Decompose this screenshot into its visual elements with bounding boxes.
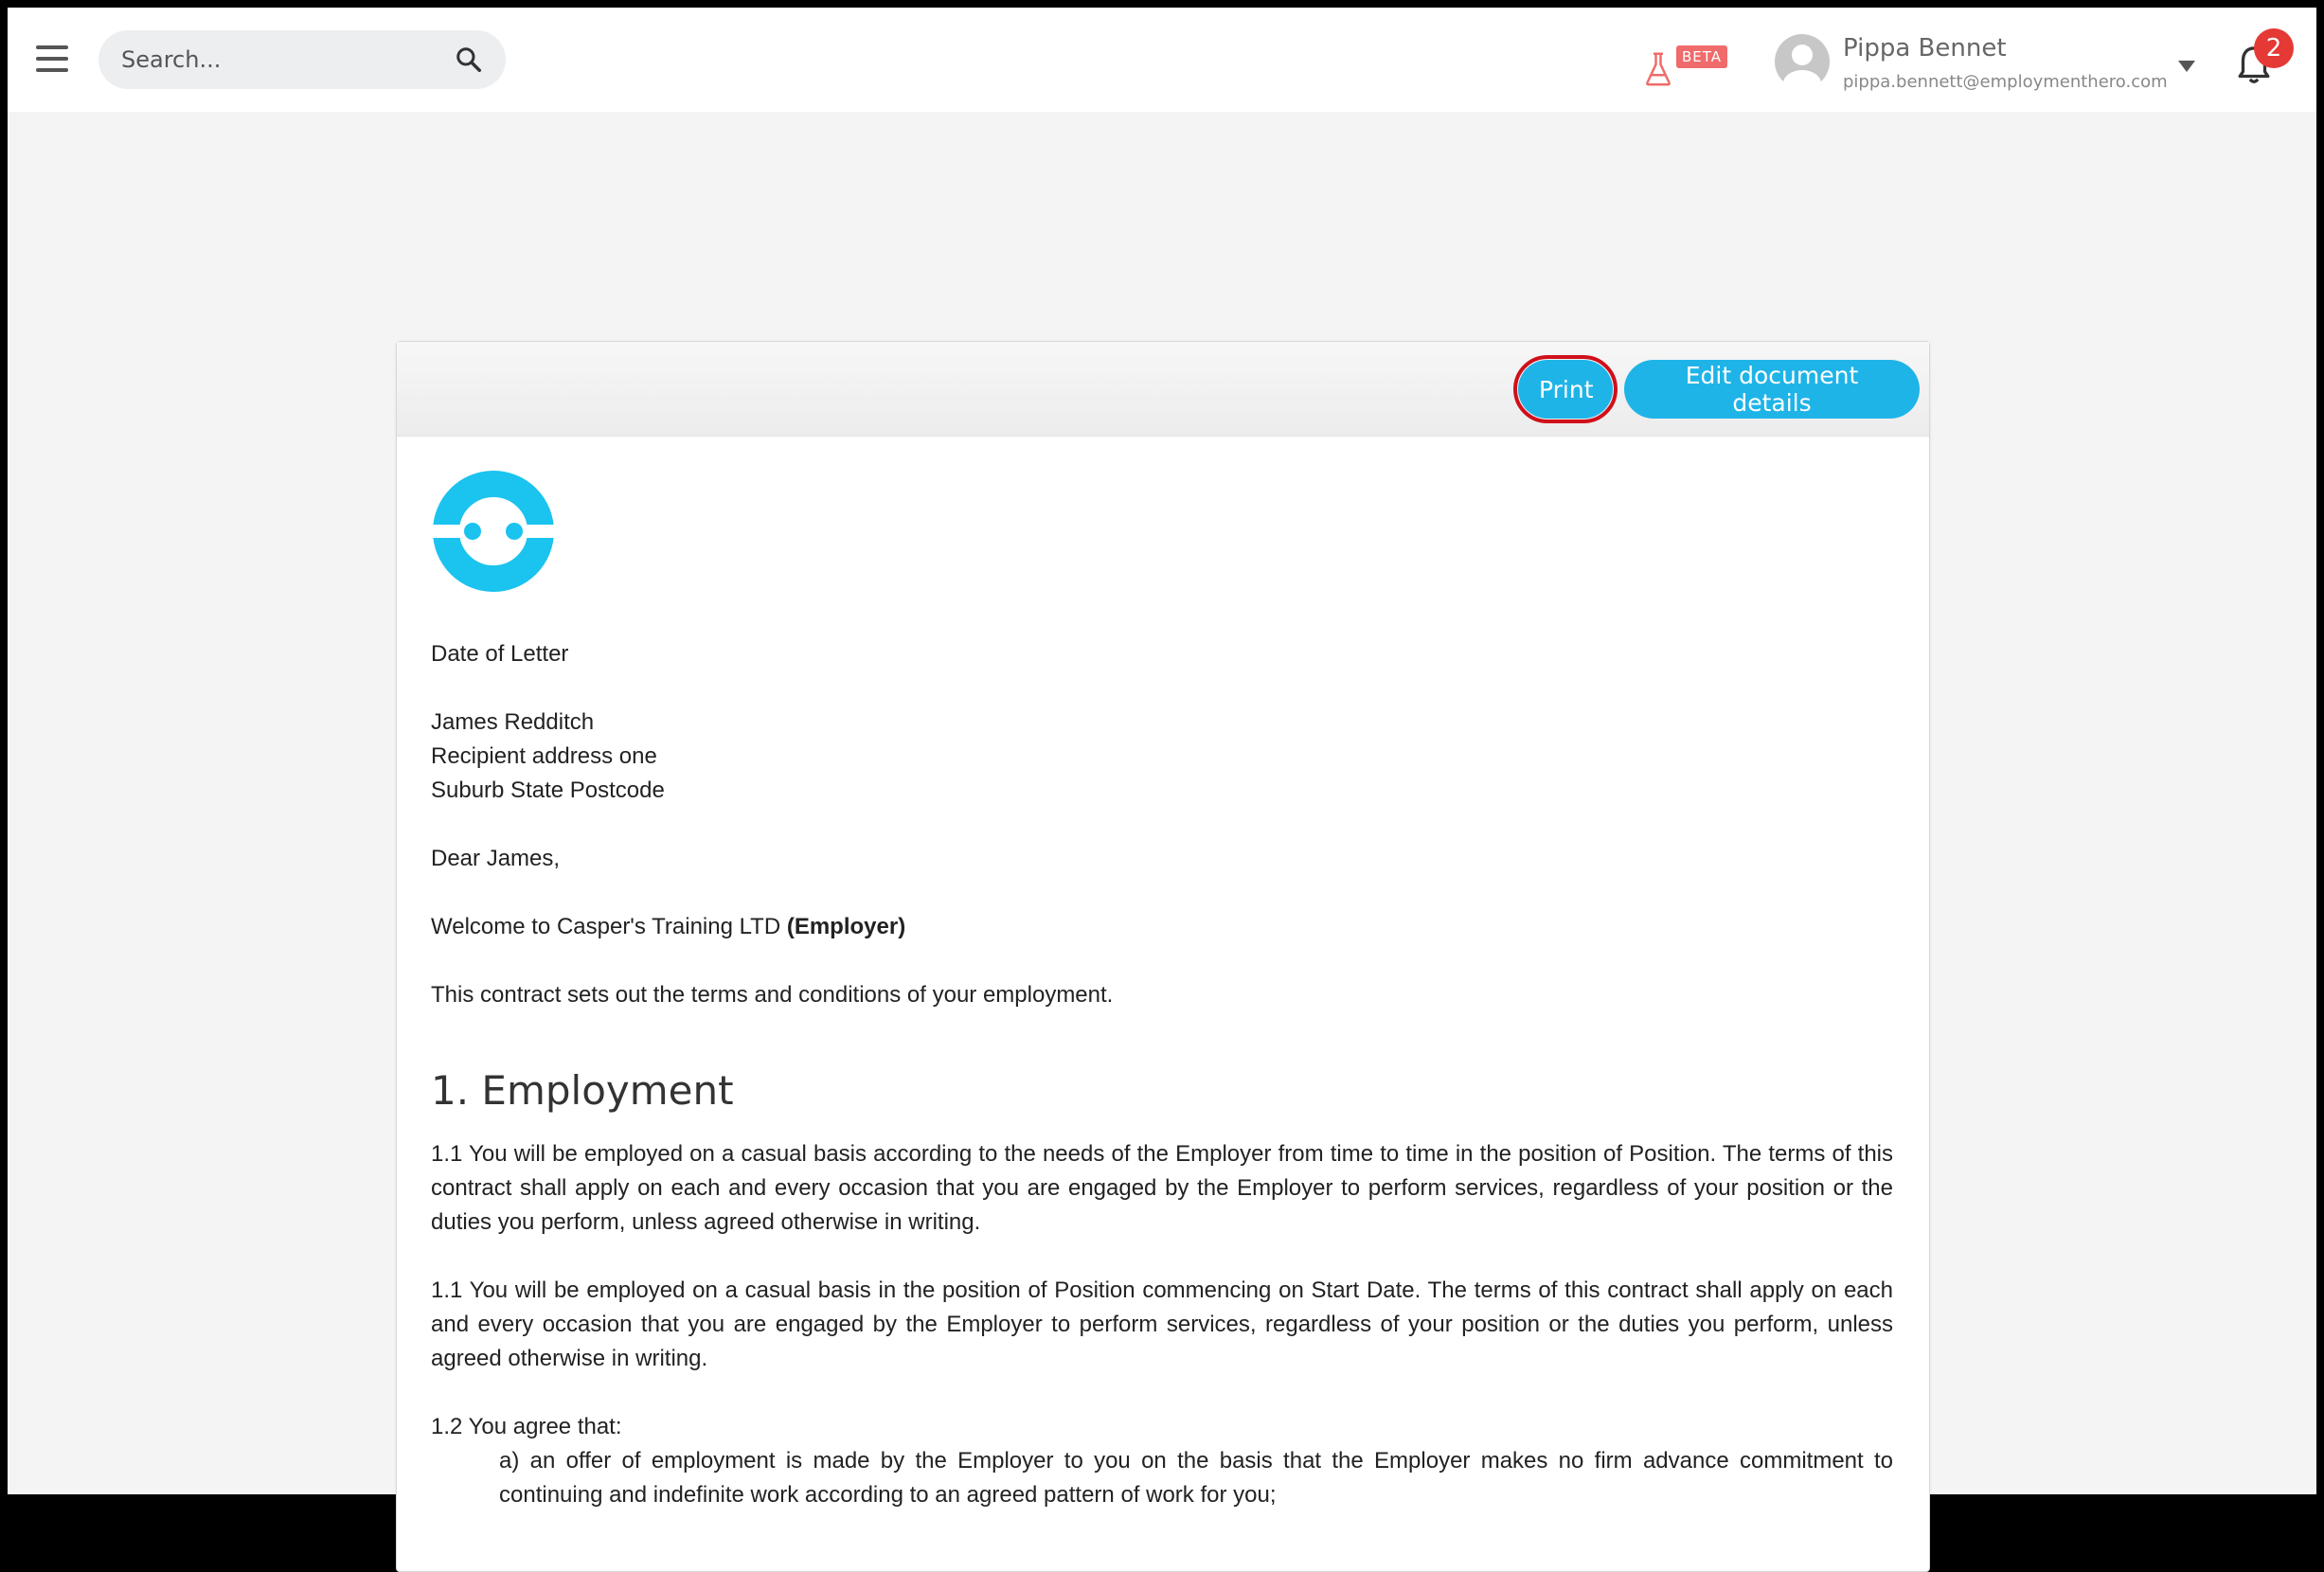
beta-feature-toggle[interactable]: [1644, 42, 1729, 89]
flask-icon: [1644, 51, 1672, 87]
recipient-address-two: Suburb State Postcode: [431, 777, 665, 803]
print-button[interactable]: Print: [1518, 360, 1613, 419]
edit-document-details-button[interactable]: Edit document details: [1624, 360, 1920, 419]
employer-label: (Employer): [786, 914, 906, 939]
clause-1-1-casual-needs: 1.1 You will be employed on a casual basis according to the needs of the Employer from time to time in the position of Position. The terms of this contract shall apply on each and every occasion that you are engaged by the Employer to perform services, regardless of your position or the duties you perform, unless agreed otherwise in writing.: [431, 1141, 1893, 1235]
user-name: Pippa Bennet: [1843, 34, 2007, 63]
letter-date: Date of Letter: [431, 641, 569, 667]
company-logo: [433, 471, 554, 592]
welcome-prefix: Welcome to Casper's Training LTD: [431, 914, 787, 939]
recipient-name: James Redditch: [431, 709, 595, 735]
section-heading-employment: 1. Employment: [431, 1067, 734, 1114]
avatar[interactable]: [1775, 34, 1830, 89]
clause-1-2-a: a) an offer of employment is made by the Employer to you on the basis that the Employer makes no firm advance commitment to continuing and indefinite work according to an agreed pattern of work for you;: [499, 1448, 1893, 1508]
clause-1-1-casual-position: 1.1 You will be employed on a casual basis in the position of Position commencing on Start Date. The terms of this contract shall apply on each and every occasion that you are engaged by the Employer to perform services, regardless of your position or the duties you perform, unless agreed otherwise in writing.: [431, 1277, 1893, 1371]
contract-intro: This contract sets out the terms and conditions of your employment.: [431, 982, 1114, 1008]
salutation: Dear James,: [431, 846, 561, 871]
search-icon[interactable]: [455, 45, 483, 74]
document-card: [396, 341, 1930, 1572]
beta-badge: BETA: [1676, 45, 1727, 68]
notification-count-badge: 2: [2254, 28, 2294, 68]
user-silhouette-icon: [1775, 34, 1830, 89]
welcome-line: [431, 910, 905, 944]
clause-1-2: 1.2 You agree that:: [431, 1414, 622, 1439]
top-bar: [8, 8, 2316, 112]
user-email: pippa.bennett@employmenthero.com: [1843, 72, 2168, 92]
app-window: [8, 8, 2316, 1508]
search-input[interactable]: [121, 30, 434, 89]
user-menu-dropdown-icon[interactable]: [2178, 61, 2195, 72]
search-box: [98, 30, 506, 89]
recipient-address-one: Recipient address one: [431, 743, 657, 769]
document-toolbar: [397, 342, 1929, 437]
hamburger-menu-icon[interactable]: [36, 45, 68, 72]
